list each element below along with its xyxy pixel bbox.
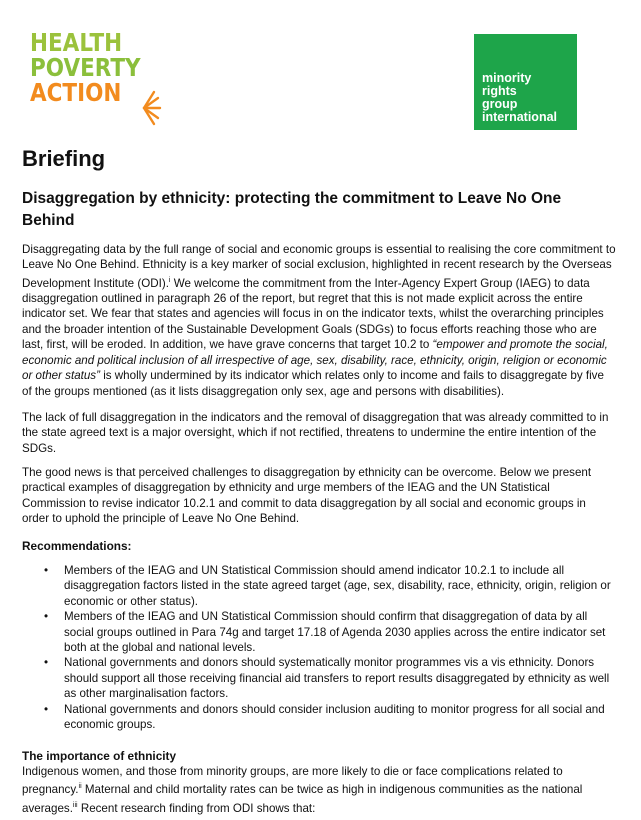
hpa-logo-line-2: POVERTY: [30, 53, 141, 82]
footnote-marker: ii: [78, 783, 82, 791]
footnote-marker: i: [168, 276, 171, 284]
footnote-marker: iii: [72, 801, 78, 809]
list-item: [22, 702, 616, 733]
mrg-logo-line: international: [482, 110, 558, 124]
list-item: [22, 609, 616, 655]
list-item-text: Members of the IEAG and UN Statistical Commission should amend indicator 10.2.1 to include all disaggregation factors listed in the state agreed target (age, sex, disability, race, ethnicity, origin, religion or economic or other status).: [64, 564, 611, 608]
paragraph-text: We welcome the commitment from the Inter-Agency Expert Group (IAEG) to data disaggregation outlined in paragraph 26 of the report, but regret that this is not made explicit across the entire indicator set. We fear that states and agencies will focus in on the indicator texts, whilst the overarching principles and the broader intention of the Sustainable Development Goals (SDGs) to focus efforts reaching those who are last, first, will be eroded. In addition, we have grave concerns that target 10.2 to: [22, 276, 604, 352]
briefing-subtitle: Disaggregation by ethnicity: protecting the commitment to Leave No One Behind: [22, 190, 562, 229]
mrg-logo-line: rights: [482, 84, 517, 98]
list-item: [22, 563, 616, 609]
paragraph-text: Recent research finding from ODI shows that:: [77, 801, 316, 815]
bullet-icon: •: [44, 656, 49, 670]
bullet-icon: •: [44, 610, 49, 624]
importance-heading: The importance of ethnicity: [22, 749, 177, 763]
target-quote: “empower and promote the social, economic and political inclusion of all irrespective of age, sex, disability, race, ethnicity, origin, religion or economic or other status”: [22, 338, 608, 383]
paragraph-text: Disaggregating data by the full range of social and economic groups is essential to realising the core commitment to Leave No One Behind. Ethnicity is a key marker of social exclusion, highlighted in recent research by the Overseas Development Institute (ODI).: [22, 243, 616, 290]
list-item: [22, 655, 616, 701]
paragraph-oversight: The lack of full disaggregation in the indicators and the removal of disaggregation that was already committed to in the state agreed text is a major oversight, which if not rectified, threatens to undermine the entire intention of the SDGs.: [22, 411, 609, 455]
list-item-text: Members of the IEAG and UN Statistical Commission should confirm that disaggregation of data by all social groups outlined in Para 74g and target 17.18 of Agenda 2030 applies across the entire indicator set both at the global and national levels.: [64, 610, 606, 655]
health-poverty-action-logo: [30, 30, 180, 130]
recommendations-heading: Recommendations:: [22, 539, 132, 553]
paragraph-text: Maternal and child mortality rates can be twice as high in indigenous communities as the national averages.: [22, 783, 583, 815]
mrg-logo-line: group: [482, 97, 518, 111]
sunburst-icon: [140, 88, 170, 128]
hpa-logo-line-1: HEALTH: [30, 28, 123, 57]
page-title: Briefing: [22, 146, 106, 171]
bullet-icon: •: [44, 702, 49, 716]
hpa-logo-line-3: ACTION: [30, 78, 122, 107]
list-item-text: National governments and donors should systematically monitor programmes vis a vis ethnicity. Donors should support all those receiving financial aid transfers to report results disaggregated by ethnicity as well as other marginalisation factors.: [64, 656, 610, 701]
recommendations-list: [22, 563, 616, 732]
list-item-text: National governments and donors should consider inclusion auditing to monitor progress for all social and economic groups.: [64, 702, 605, 732]
mrg-logo-line: minority: [482, 71, 532, 85]
mrg-logo-text: [482, 72, 557, 124]
paragraph-importance: [22, 764, 616, 816]
minority-rights-group-logo: [474, 34, 577, 130]
paragraph-text: Indigenous women, and those from minority groups, are more likely to die or face complications related to pregnancy.: [22, 765, 563, 797]
bullet-icon: •: [44, 564, 49, 577]
paragraph-intro: [22, 242, 616, 399]
paragraph-text: is wholly undermined by its indicator which relates only to income and fails to disaggregate by five of the groups mentioned (as it lists disaggregation only sex, age and persons with disabilities).: [22, 369, 604, 398]
paragraph-good-news: The good news is that perceived challenges to disaggregation by ethnicity can be overcome. Below we present practical examples of disaggregation by ethnicity and urge members of the IEAG and the UN Statistical Commission to revise indicator 10.2.1 and commit to data disaggregation by all social and economic groups in order to uphold the principle of Leave No One Behind.: [22, 466, 592, 526]
